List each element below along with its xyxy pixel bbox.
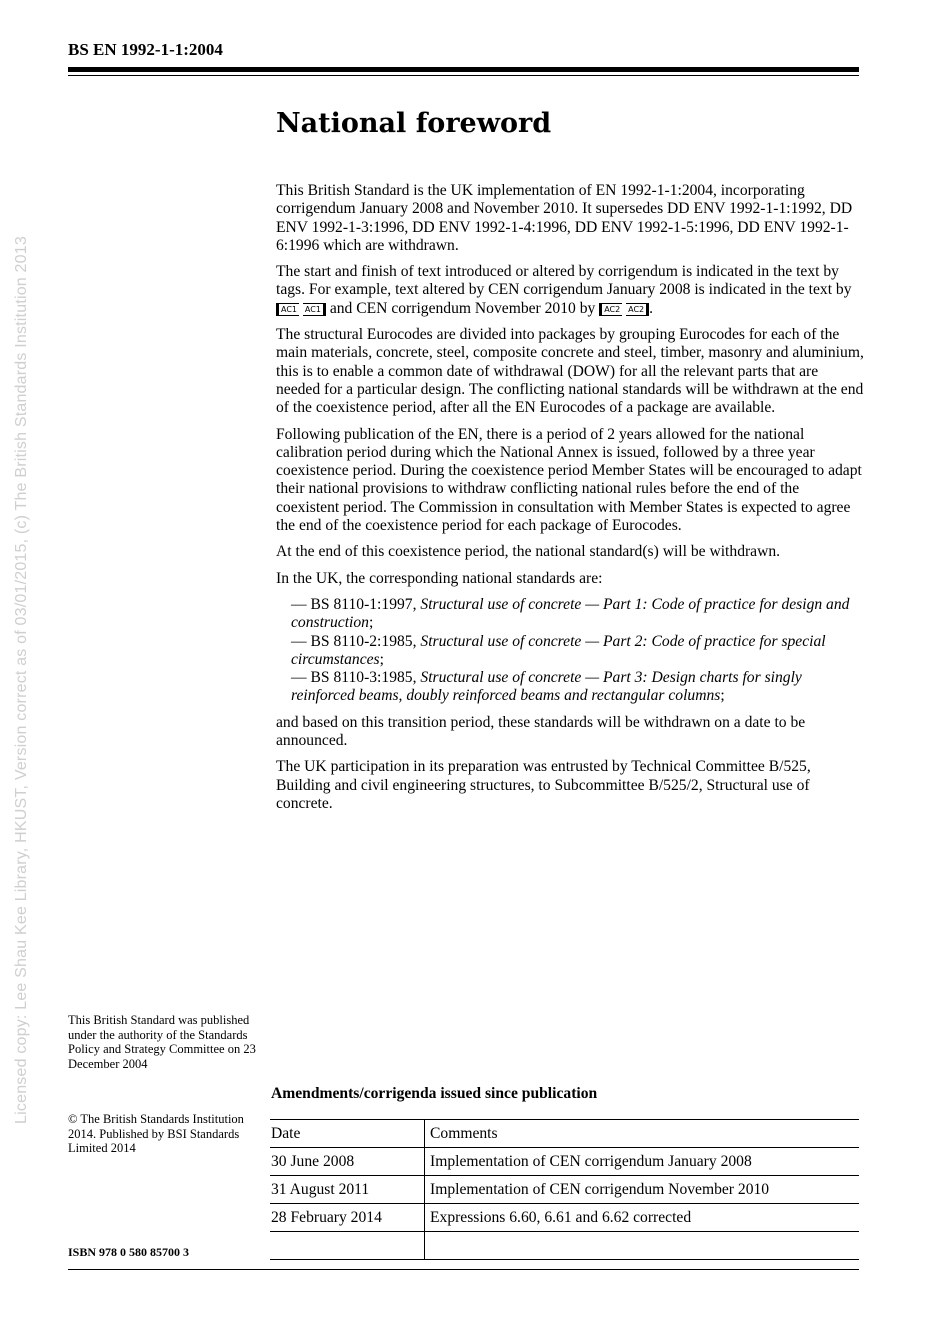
ac1-open-tag: AC1 bbox=[276, 303, 299, 316]
paragraph-uk-standards: In the UK, the corresponding national standards are: bbox=[276, 569, 603, 587]
ac1-close-tag: AC1 bbox=[303, 303, 326, 316]
foreword-body bbox=[276, 182, 866, 821]
table-row: 31 August 2011 Implementation of CEN corrigendum November 2010 bbox=[270, 1176, 859, 1204]
table-row: 30 June 2008 Implementation of CEN corrigendum January 2008 bbox=[270, 1148, 859, 1176]
table-header-row bbox=[270, 1120, 859, 1148]
paragraph-coexistence-end: At the end of this coexistence period, the national standard(s) will be withdrawn. bbox=[276, 543, 781, 561]
amendments-table bbox=[270, 1119, 859, 1260]
license-watermark: Licensed copy: Lee Shau Kee Library, HKUST, Version correct as of 03/01/2015, (c) The British Standards Institution 2013 bbox=[13, 236, 30, 1124]
paragraph-packages: The structural Eurocodes are divided into packages by grouping Eurocodes for each of the main materials, concrete, steel, composite concrete and steel, timber, masonry and aluminium, this is to enable a common date of withdrawal (DOW) for all the relevant parts that are needed for a particular design. The conflicting national standards will be withdrawn at the end of the coexistence period, after all the EN Eurocodes of a package are available. bbox=[276, 326, 864, 417]
column-header-comments: Comments bbox=[425, 1120, 860, 1148]
column-header-date: Date bbox=[270, 1120, 425, 1148]
paragraph-publication: Following publication of the EN, there is a period of 2 years allowed for the national calibration period during which the National Annex is issued, followed by a three year coexistence period. During the coexistence period Member States will be encouraged to adapt their national provisions to withdraw conflicting national rules before the end of the coexistent period. The Commission in consultation with Member States is expected to agree the end of the coexistence period for each package of Eurocodes. bbox=[276, 425, 862, 535]
paragraph-implementation: This British Standard is the UK implementation of EN 1992-1-1:2004, incorporating corrigendum January 2008 and November 2010. It supersedes DD ENV 1992-1-1:1992, DD ENV 1992-1-3:1996, DD ENV 1992-1-4:1996, DD ENV 1992-1-5:1996, DD ENV 1992-1-6:1996 which are withdrawn. bbox=[276, 182, 853, 254]
ac2-close-tag: AC2 bbox=[626, 303, 649, 316]
publication-note: This British Standard was published under the authority of the Standards Policy and Strategy Committee on 23 December 2004 bbox=[68, 1013, 256, 1071]
table-row-empty bbox=[270, 1232, 859, 1260]
amendments-heading: Amendments/corrigenda issued since publication bbox=[271, 1085, 598, 1102]
header-rule-thick bbox=[68, 67, 859, 72]
footer-rule bbox=[68, 1269, 859, 1270]
paragraph-transition: and based on this transition period, these standards will be withdrawn on a date to be announced. bbox=[276, 713, 806, 750]
ac2-open-tag: AC2 bbox=[599, 303, 622, 316]
national-standards-list bbox=[291, 596, 866, 706]
paragraph-corrigendum-tags: The start and finish of text introduced or altered by corrigendum is indicated in the text by tags. For example, text altered by CEN corrigendum January 2008 is indicated in the text by AC1 AC1 and CEN corrigendum November 2010 by AC2 AC2 . bbox=[276, 263, 852, 317]
tags-intro-text: The start and finish of text introduced or altered by corrigendum is indicated in the text by tags. For example, text altered by CEN corrigendum January 2008 is indicated in the text by bbox=[276, 263, 852, 299]
standard-number: BS EN 1992-1-1:2004 bbox=[68, 40, 223, 59]
paragraph-committee: The UK participation in its preparation was entrusted by Technical Committee B/525, Building and civil engineering structures, to Subcommittee B/525/2, Structural use of concrete. bbox=[276, 758, 811, 812]
tags-mid-text: and CEN corrigendum November 2010 by bbox=[329, 299, 596, 317]
list-item: — BS 8110-3:1985, Structural use of concrete — Part 3: Design charts for singly reinforced beams, doubly reinforced beams and rectangular columns; bbox=[291, 669, 802, 705]
copyright-note: © The British Standards Institution 2014. Published by BSI Standards Limited 2014 bbox=[68, 1112, 244, 1155]
list-item: — BS 8110-1:1997, Structural use of concrete — Part 1: Code of practice for design and construction; bbox=[291, 595, 850, 632]
header-rule-thin bbox=[68, 75, 859, 76]
isbn: ISBN 978 0 580 85700 3 bbox=[68, 1245, 190, 1259]
page-title: National foreword bbox=[276, 108, 552, 139]
table-row: 28 February 2014 Expressions 6.60, 6.61 and 6.62 corrected bbox=[270, 1204, 859, 1232]
list-item: — BS 8110-2:1985, Structural use of concrete — Part 2: Code of practice for special circumstances; bbox=[291, 632, 826, 668]
